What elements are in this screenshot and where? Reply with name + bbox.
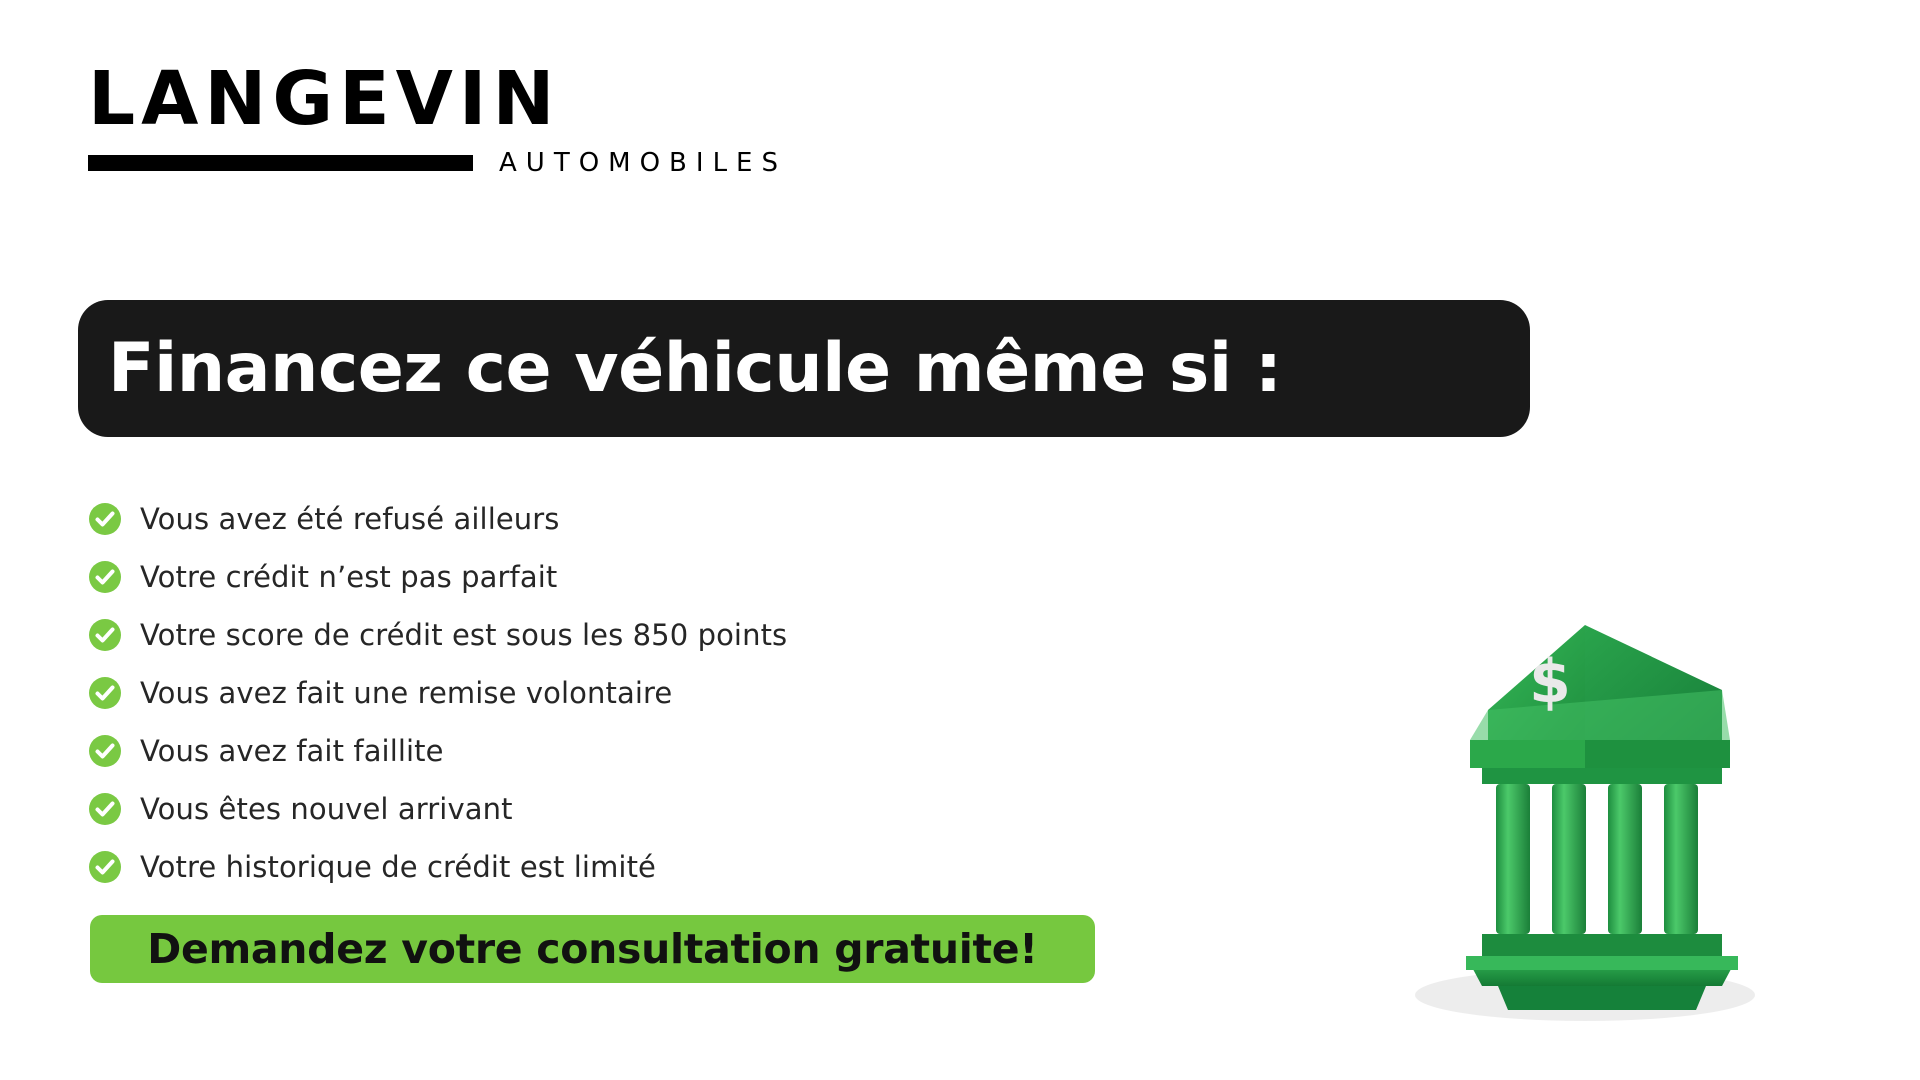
list-item [88, 490, 988, 548]
brand-logo [88, 56, 788, 178]
check-circle-icon [88, 502, 122, 536]
check-circle-icon [88, 560, 122, 594]
check-circle-icon [88, 618, 122, 652]
brand-subtitle: AUTOMOBILES [499, 148, 787, 178]
check-circle-icon [88, 850, 122, 884]
list-item-label: Votre historique de crédit est limité [140, 850, 656, 884]
free-consultation-button[interactable] [90, 915, 1095, 983]
list-item-label: Vous avez fait faillite [140, 734, 444, 768]
check-circle-icon [88, 792, 122, 826]
benefits-list [88, 490, 988, 896]
list-item [88, 664, 988, 722]
list-item-label: Votre score de crédit est sous les 850 points [140, 618, 788, 652]
list-item [88, 838, 988, 896]
list-item [88, 780, 988, 838]
svg-text:$: $ [1529, 647, 1571, 717]
list-item [88, 548, 988, 606]
check-circle-icon [88, 676, 122, 710]
logo-rule [88, 155, 473, 171]
list-item [88, 722, 988, 780]
list-item-label: Vous avez été refusé ailleurs [140, 502, 560, 536]
headline-banner [78, 300, 1530, 437]
list-item-label: Votre crédit n’est pas parfait [140, 560, 558, 594]
bank-building-icon [1370, 590, 1800, 1030]
list-item-label: Vous avez fait une remise volontaire [140, 676, 673, 710]
brand-subtitle-row [88, 148, 787, 178]
list-item [88, 606, 988, 664]
check-circle-icon [88, 734, 122, 768]
headline-text: Financez ce véhicule même si : [108, 329, 1282, 408]
brand-name: LANGEVIN [88, 56, 561, 142]
list-item-label: Vous êtes nouvel arrivant [140, 792, 513, 826]
free-consultation-label: Demandez votre consultation gratuite! [147, 925, 1038, 973]
